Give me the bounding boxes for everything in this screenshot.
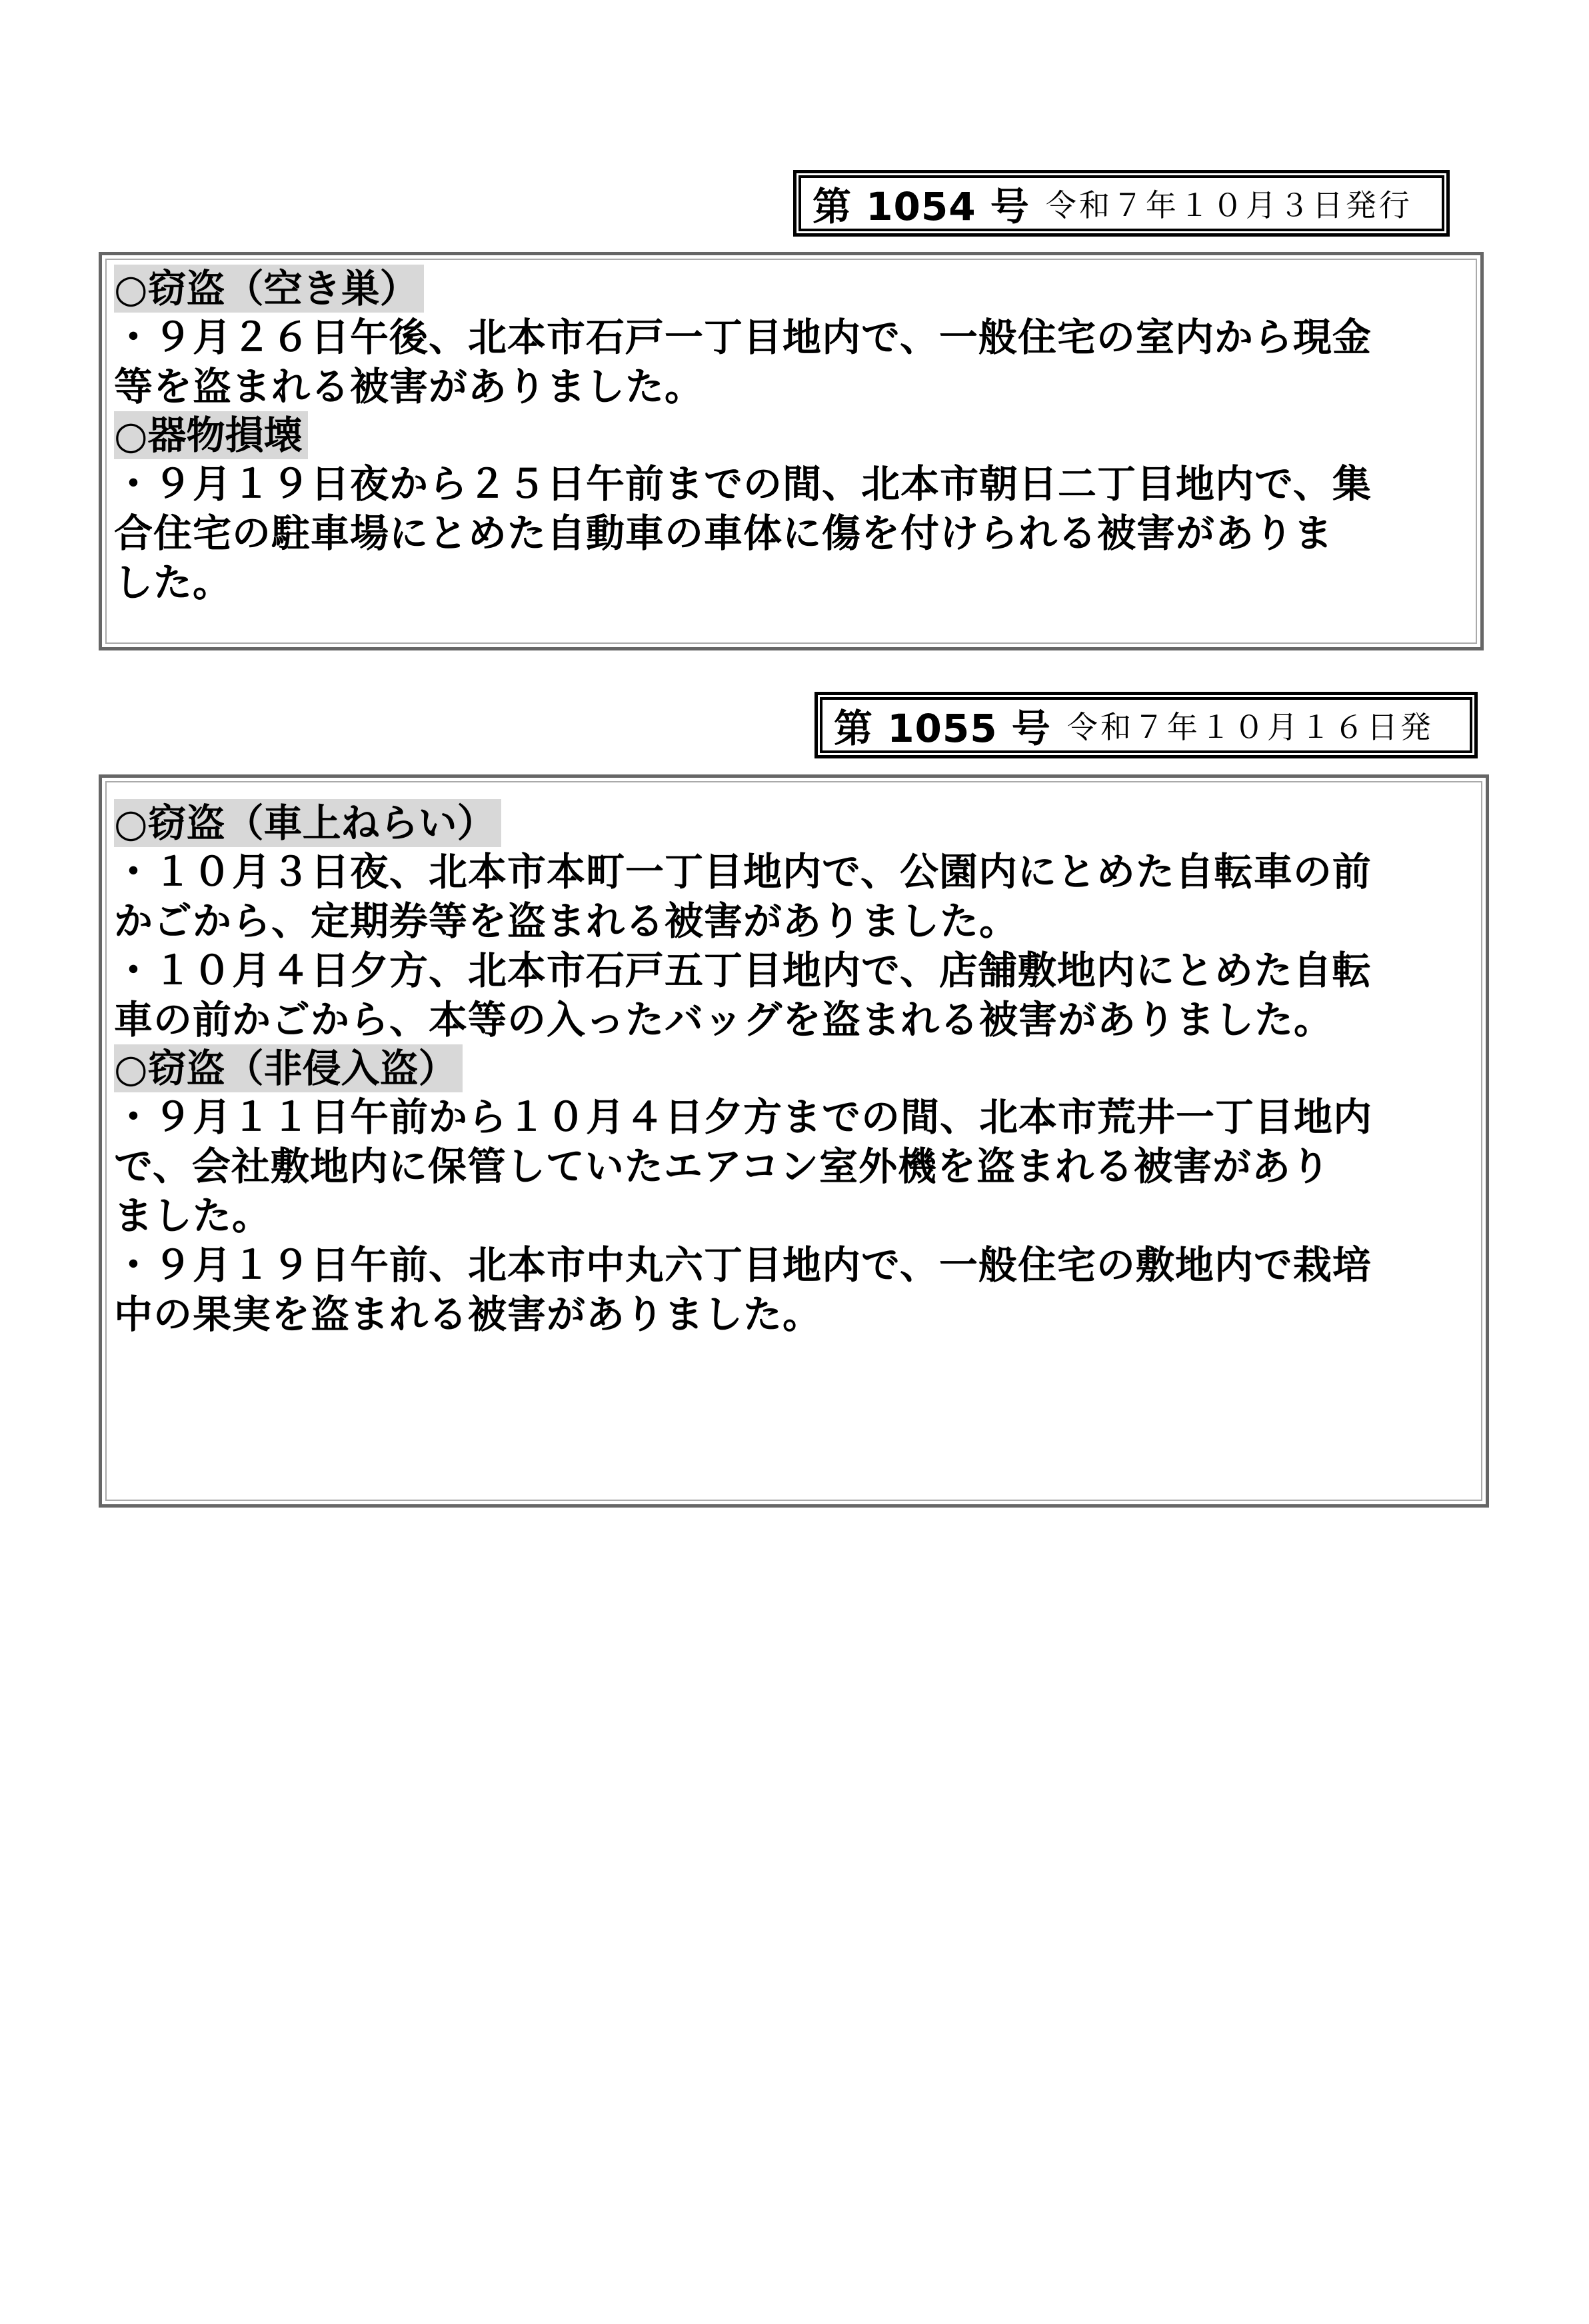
bulletin-box-1054 xyxy=(99,252,1484,650)
section-line: ・９月１９日夜から２５日午前までの間、北本市朝日二丁目地内で、集 xyxy=(114,461,1372,507)
section-line: した。 xyxy=(114,560,233,605)
section-line: ・９月１１日午前から１０月４日夕方までの間、北本市荒井一丁目地内 xyxy=(114,1094,1373,1140)
section-line: 合住宅の駐車場にとめた自動車の車体に傷を付けられる被害がありま xyxy=(114,511,1334,556)
section-line: 中の果実を盗まれる被害がありました。 xyxy=(114,1292,822,1337)
section-heading: ○窃盗（空き巣） xyxy=(114,265,424,313)
issue-label-1055 xyxy=(814,692,1478,758)
issue-date: 令和７年１０月３日発行 xyxy=(1045,187,1412,223)
section-line: 車の前かごから、本等の入ったバッグを盗まれる被害がありました。 xyxy=(114,997,1334,1042)
issue-date: 令和７年１０月１６日発 xyxy=(1066,709,1434,745)
section-line: ました。 xyxy=(114,1193,272,1238)
section-heading: ○窃盗（車上ねらい） xyxy=(114,799,501,847)
issue-number: 第 1054 号 xyxy=(812,184,1030,229)
issue-label-1054 xyxy=(793,170,1450,237)
section-line: ・９月１９日午前、北本市中丸六丁目地内で、一般住宅の敷地内で栽培 xyxy=(114,1242,1372,1288)
section-heading: ○器物損壊 xyxy=(114,411,308,459)
section-line: 等を盗まれる被害がありました。 xyxy=(114,364,705,409)
section-line: で、会社敷地内に保管していたエアコン室外機を盗まれる被害があり xyxy=(114,1144,1330,1189)
section-heading: ○窃盗（非侵入盗） xyxy=(114,1044,463,1092)
section-line: ・１０月４日夕方、北本市石戸五丁目地内で、店舗敷地内にとめた自転 xyxy=(114,948,1372,993)
section-line: ・９月２６日午後、北本市石戸一丁目地内で、一般住宅の室内から現金 xyxy=(114,315,1372,360)
section-line: かごから、定期券等を盗まれる被害がありました。 xyxy=(114,898,1019,944)
section-line: ・１０月３日夜、北本市本町一丁目地内で、公園内にとめた自転車の前 xyxy=(114,849,1372,894)
issue-number: 第 1055 号 xyxy=(834,706,1051,751)
bulletin-box-1055 xyxy=(99,774,1489,1508)
